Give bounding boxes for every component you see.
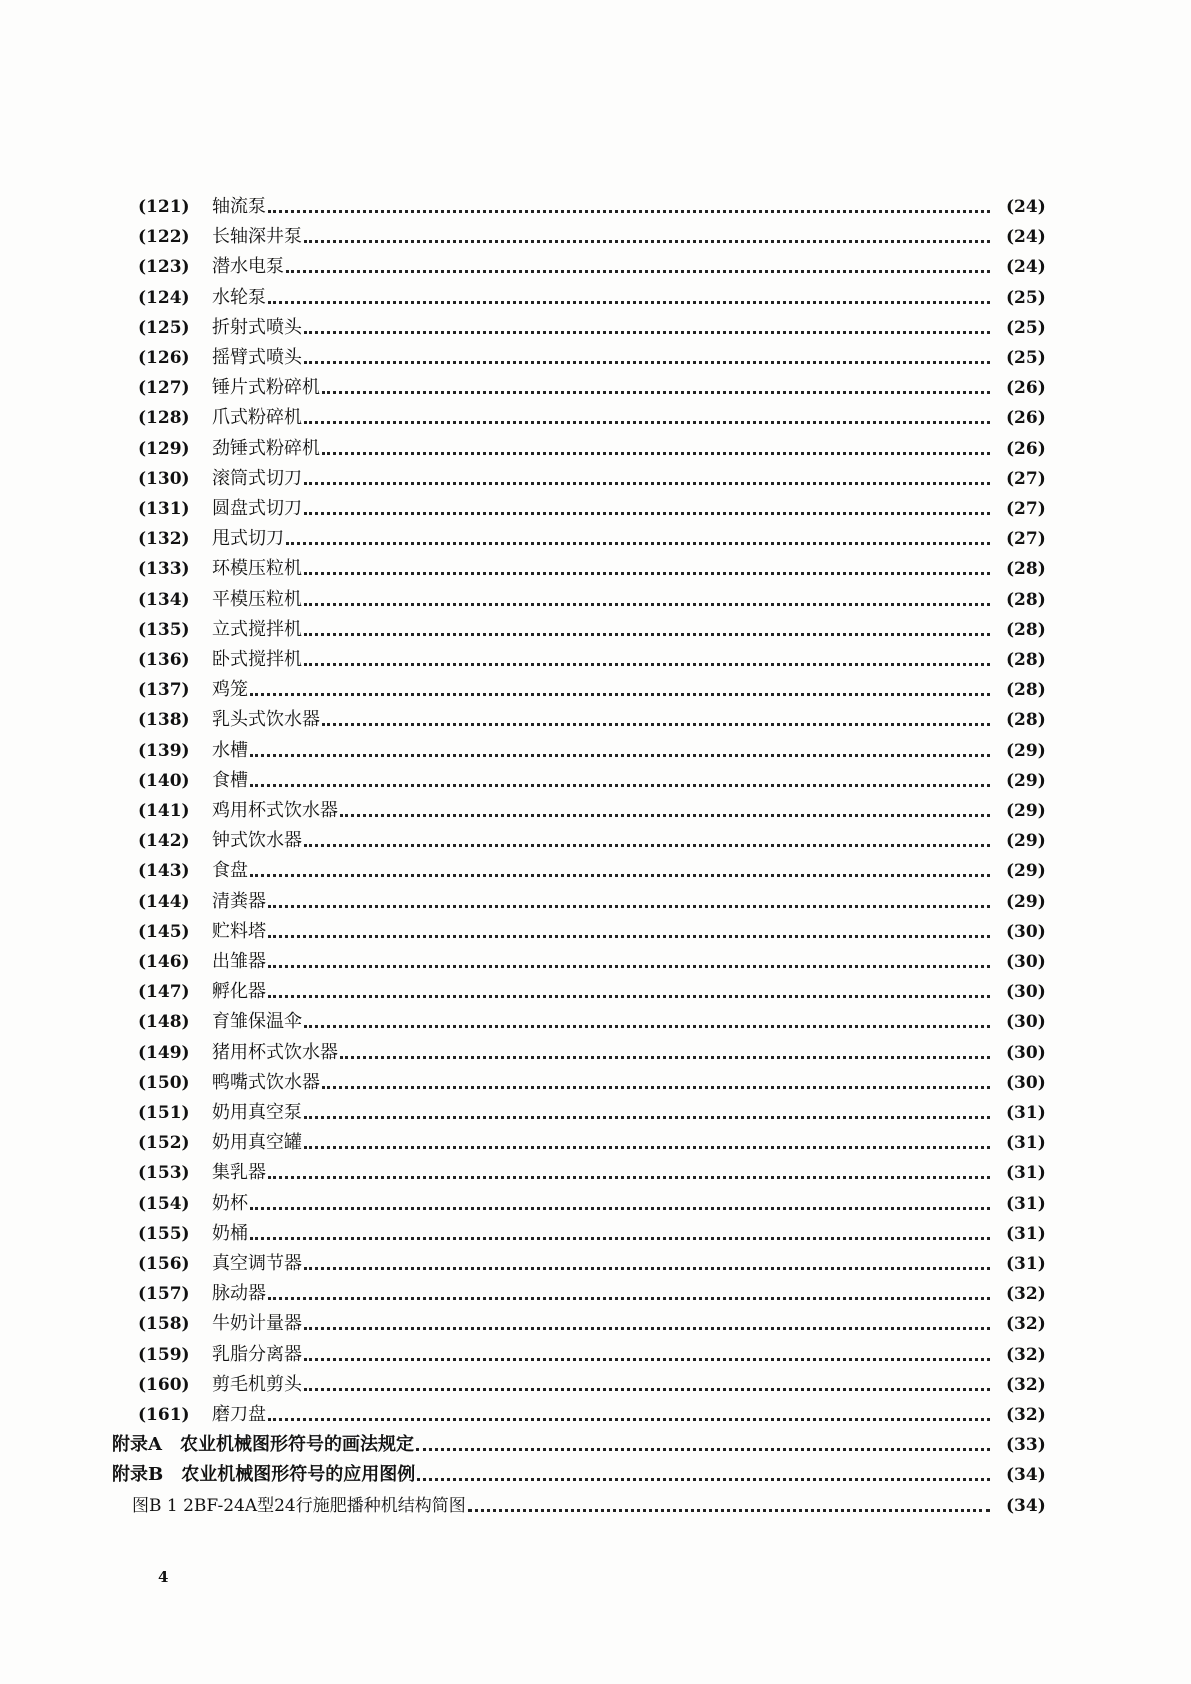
- toc-entry: [0, 434, 1191, 464]
- entry-title: 平模压粒机: [212, 588, 302, 610]
- toc-entry: [0, 826, 1191, 856]
- toc-entry: [0, 796, 1191, 826]
- entry-title: 集乳器: [212, 1162, 266, 1184]
- entry-number: (124): [138, 287, 190, 308]
- entry-title: 鸡笼: [212, 679, 248, 701]
- entry-title: 环模压粒机: [212, 558, 302, 580]
- dot-leader: [304, 1025, 990, 1028]
- dot-leader: [250, 693, 990, 696]
- dot-leader: [286, 270, 990, 273]
- entry-page: (27): [1006, 529, 1046, 550]
- entry-number: (141): [138, 801, 190, 821]
- entry-title: 轴流泵: [212, 196, 266, 217]
- entry-page: (29): [1006, 861, 1046, 882]
- entry-page: (32): [1006, 1374, 1046, 1395]
- dot-leader: [417, 1478, 990, 1481]
- toc-entry: [0, 856, 1191, 886]
- toc-entry: [0, 1400, 1191, 1430]
- entry-title: 奶桶: [212, 1222, 248, 1244]
- entry-page: (30): [1006, 921, 1046, 942]
- entry-number: (156): [138, 1254, 190, 1274]
- toc-entry: [0, 615, 1191, 645]
- toc-entry: [0, 373, 1191, 403]
- entry-number: (130): [138, 468, 190, 489]
- entry-number: (133): [138, 559, 190, 580]
- entry-title: 附录A 农业机械图形符号的画法规定: [112, 1434, 414, 1456]
- toc-entry: [0, 1219, 1191, 1249]
- entry-number: (142): [138, 831, 190, 852]
- entry-page: (28): [1006, 559, 1046, 580]
- entry-page: (30): [1006, 952, 1046, 972]
- entry-title: 爪式粉碎机: [212, 407, 302, 429]
- dot-leader: [304, 572, 990, 575]
- dot-leader: [304, 633, 990, 636]
- entry-page: (28): [1006, 680, 1046, 701]
- dot-leader: [340, 814, 990, 817]
- entry-number: (132): [138, 529, 190, 550]
- entry-title: 锤片式粉碎机: [212, 377, 320, 399]
- dot-leader: [286, 542, 990, 545]
- entry-page: (33): [1006, 1435, 1046, 1456]
- entry-number: (137): [138, 680, 190, 701]
- entry-title: 贮料塔: [212, 920, 266, 942]
- entry-title: 乳头式饮水器: [212, 709, 320, 731]
- entry-number: (139): [138, 740, 190, 761]
- dot-leader: [268, 1418, 990, 1421]
- entry-title: 钟式饮水器: [212, 830, 302, 852]
- entry-page: (25): [1006, 317, 1046, 338]
- entry-number: (159): [138, 1344, 190, 1365]
- entry-number: (152): [138, 1133, 190, 1154]
- entry-title: 真空调节器: [212, 1253, 302, 1274]
- entry-page: (30): [1006, 1042, 1046, 1063]
- dot-leader: [322, 452, 990, 455]
- entry-page: (32): [1006, 1344, 1046, 1365]
- dot-leader: [304, 512, 990, 515]
- entry-page: (30): [1006, 1012, 1046, 1033]
- toc-entry: [0, 283, 1191, 313]
- entry-page: (31): [1006, 1163, 1046, 1184]
- entry-number: (161): [138, 1405, 190, 1425]
- entry-number: (122): [138, 227, 190, 248]
- entry-number: (126): [138, 348, 190, 368]
- entry-number: (154): [138, 1193, 190, 1214]
- entry-page: (28): [1006, 710, 1046, 731]
- entry-number: (131): [138, 499, 190, 519]
- entry-number: (127): [138, 378, 190, 399]
- toc-entry: [0, 343, 1191, 373]
- dot-leader: [268, 1297, 990, 1300]
- entry-page: (24): [1006, 227, 1046, 248]
- entry-page: (30): [1006, 982, 1046, 1003]
- toc-entry: [0, 1189, 1191, 1219]
- toc-entry: [0, 1279, 1191, 1309]
- entry-page: (31): [1006, 1254, 1046, 1274]
- entry-page: (30): [1006, 1072, 1046, 1093]
- dot-leader: [304, 1267, 990, 1270]
- dot-leader: [304, 240, 990, 243]
- entry-page: (32): [1006, 1314, 1046, 1335]
- entry-number: (143): [138, 861, 190, 882]
- entry-page: (28): [1006, 589, 1046, 610]
- toc-entry: [0, 705, 1191, 735]
- dot-leader: [304, 1327, 990, 1330]
- entry-title: 摇臂式喷头: [212, 347, 302, 368]
- entry-title: 牛奶计量器: [212, 1313, 302, 1335]
- entry-page: (31): [1006, 1103, 1046, 1123]
- dot-leader: [250, 784, 990, 787]
- entry-page: (31): [1006, 1133, 1046, 1154]
- dot-leader: [268, 301, 990, 304]
- entry-number: (128): [138, 408, 190, 429]
- dot-leader: [322, 391, 990, 394]
- entry-title: 孵化器: [212, 981, 266, 1003]
- toc-entry: [0, 1158, 1191, 1188]
- entry-title: 鸡用杯式饮水器: [212, 800, 338, 821]
- entry-title: 奶杯: [212, 1192, 248, 1214]
- toc-entry: [0, 1098, 1191, 1128]
- entry-title: 剪毛机剪头: [212, 1373, 302, 1395]
- entry-title: 鸭嘴式饮水器: [212, 1071, 320, 1093]
- entry-page: (29): [1006, 891, 1046, 912]
- entry-title: 奶用真空罐: [212, 1132, 302, 1154]
- dot-leader: [250, 874, 990, 877]
- dot-leader: [304, 421, 990, 424]
- entry-page: (31): [1006, 1223, 1046, 1244]
- dot-leader: [268, 965, 990, 968]
- entry-title: 长轴深井泵: [212, 226, 302, 248]
- entry-number: (160): [138, 1374, 190, 1395]
- entry-title: 奶用真空泵: [212, 1102, 302, 1123]
- entry-page: (32): [1006, 1284, 1046, 1305]
- dot-leader: [322, 1086, 990, 1089]
- dot-leader: [468, 1509, 990, 1512]
- toc-entry: [0, 252, 1191, 282]
- entry-number: (135): [138, 619, 190, 640]
- toc-entry: [0, 1309, 1191, 1339]
- entry-number: (140): [138, 770, 190, 791]
- dot-leader: [340, 1056, 990, 1059]
- entry-page: (24): [1006, 257, 1046, 278]
- entry-number: (146): [138, 952, 190, 972]
- dot-leader: [304, 361, 990, 364]
- entry-number: (134): [138, 589, 190, 610]
- toc-entry: [0, 464, 1191, 494]
- toc-entry: [0, 675, 1191, 705]
- toc-entry: [0, 887, 1191, 917]
- entry-number: (158): [138, 1314, 190, 1335]
- entry-page: (29): [1006, 770, 1046, 791]
- dot-leader: [304, 1388, 990, 1391]
- entry-number: (136): [138, 650, 190, 670]
- toc-entry: [0, 585, 1191, 615]
- dot-leader: [322, 723, 990, 726]
- entry-number: (138): [138, 710, 190, 731]
- dot-leader: [250, 1207, 990, 1210]
- toc-entry: [0, 645, 1191, 675]
- entry-title: 折射式喷头: [212, 316, 302, 338]
- entry-number: (147): [138, 982, 190, 1003]
- toc-entry: [0, 1128, 1191, 1158]
- entry-number: (150): [138, 1072, 190, 1093]
- entry-title: 出雏器: [212, 951, 266, 972]
- entry-title: 食盘: [212, 860, 248, 882]
- entry-number: (157): [138, 1284, 190, 1305]
- dot-leader: [250, 1237, 990, 1240]
- toc-entry: [0, 1340, 1191, 1370]
- toc-entry: [0, 222, 1191, 252]
- entry-title: 育雏保温伞: [212, 1011, 302, 1033]
- entry-number: (129): [138, 438, 190, 459]
- entry-title: 脉动器: [212, 1283, 266, 1305]
- dot-leader: [304, 482, 990, 485]
- toc-entry: [0, 947, 1191, 977]
- entry-title: 猪用杯式饮水器: [212, 1041, 338, 1063]
- entry-title: 甩式切刀: [212, 528, 284, 550]
- entry-title: 卧式搅拌机: [212, 649, 302, 670]
- entry-number: (148): [138, 1012, 190, 1033]
- page-number: 4: [158, 1568, 169, 1586]
- toc-entry: [0, 1068, 1191, 1098]
- entry-page: (27): [1006, 499, 1046, 519]
- toc-entry: [0, 524, 1191, 554]
- entry-title: 清粪器: [212, 890, 266, 912]
- entry-title: 图B 1 2BF-24A型24行施肥播种机结构简图: [132, 1495, 466, 1516]
- entry-title: 立式搅拌机: [212, 618, 302, 640]
- entry-page: (27): [1006, 468, 1046, 489]
- entry-page: (32): [1006, 1405, 1046, 1425]
- toc-entry: [0, 1249, 1191, 1279]
- entry-title: 食槽: [212, 769, 248, 791]
- toc-figure: [0, 1491, 1191, 1521]
- toc-entry: [0, 494, 1191, 524]
- entry-title: 水轮泵: [212, 286, 266, 308]
- toc-entry: [0, 313, 1191, 343]
- entry-number: (125): [138, 317, 190, 338]
- entry-page: (26): [1006, 378, 1046, 399]
- dot-leader: [304, 1116, 990, 1119]
- toc-entry: [0, 1007, 1191, 1037]
- entry-title: 滚筒式切刀: [212, 467, 302, 489]
- toc-entry: [0, 554, 1191, 584]
- entry-title: 水槽: [212, 739, 248, 761]
- entry-number: (149): [138, 1042, 190, 1063]
- dot-leader: [304, 331, 990, 334]
- entry-title: 乳脂分离器: [212, 1343, 302, 1365]
- entry-page: (31): [1006, 1193, 1046, 1214]
- toc-entry: [0, 403, 1191, 433]
- dot-leader: [268, 905, 990, 908]
- entry-page: (29): [1006, 740, 1046, 761]
- entry-page: (29): [1006, 801, 1046, 821]
- dot-leader: [304, 1358, 990, 1361]
- entry-page: (28): [1006, 619, 1046, 640]
- dot-leader: [416, 1448, 990, 1451]
- entry-page: (34): [1006, 1465, 1046, 1486]
- entry-number: (123): [138, 257, 190, 278]
- toc-appendix: [0, 1430, 1191, 1460]
- entry-number: (145): [138, 921, 190, 942]
- toc-entry: [0, 192, 1191, 222]
- dot-leader: [304, 1146, 990, 1149]
- entry-title: 潜水电泵: [212, 256, 284, 278]
- dot-leader: [268, 210, 990, 213]
- entry-page: (26): [1006, 408, 1046, 429]
- entry-number: (155): [138, 1223, 190, 1244]
- entry-title: 磨刀盘: [212, 1404, 266, 1425]
- dot-leader: [304, 603, 990, 606]
- entry-page: (25): [1006, 287, 1046, 308]
- toc-entry: [0, 736, 1191, 766]
- toc-entry: [0, 977, 1191, 1007]
- entry-page: (24): [1006, 197, 1046, 217]
- dot-leader: [304, 663, 990, 666]
- dot-leader: [268, 1176, 990, 1179]
- entry-number: (151): [138, 1103, 190, 1123]
- entry-number: (153): [138, 1163, 190, 1184]
- entry-title: 附录B 农业机械图形符号的应用图例: [112, 1464, 416, 1486]
- entry-page: (28): [1006, 650, 1046, 670]
- toc-entry: [0, 766, 1191, 796]
- entry-number: (144): [138, 891, 190, 912]
- entry-page: (25): [1006, 348, 1046, 368]
- entry-page: (34): [1006, 1495, 1046, 1516]
- toc-entry: [0, 917, 1191, 947]
- toc-entry: [0, 1038, 1191, 1068]
- entry-page: (29): [1006, 831, 1046, 852]
- dot-leader: [250, 754, 990, 757]
- toc-appendix: [0, 1460, 1191, 1490]
- entry-number: (121): [138, 197, 190, 217]
- entry-title: 圆盘式切刀: [212, 498, 302, 519]
- dot-leader: [304, 844, 990, 847]
- entry-page: (26): [1006, 438, 1046, 459]
- entry-title: 劲锤式粉碎机: [212, 437, 320, 459]
- dot-leader: [268, 995, 990, 998]
- dot-leader: [268, 935, 990, 938]
- toc-entry: [0, 1370, 1191, 1400]
